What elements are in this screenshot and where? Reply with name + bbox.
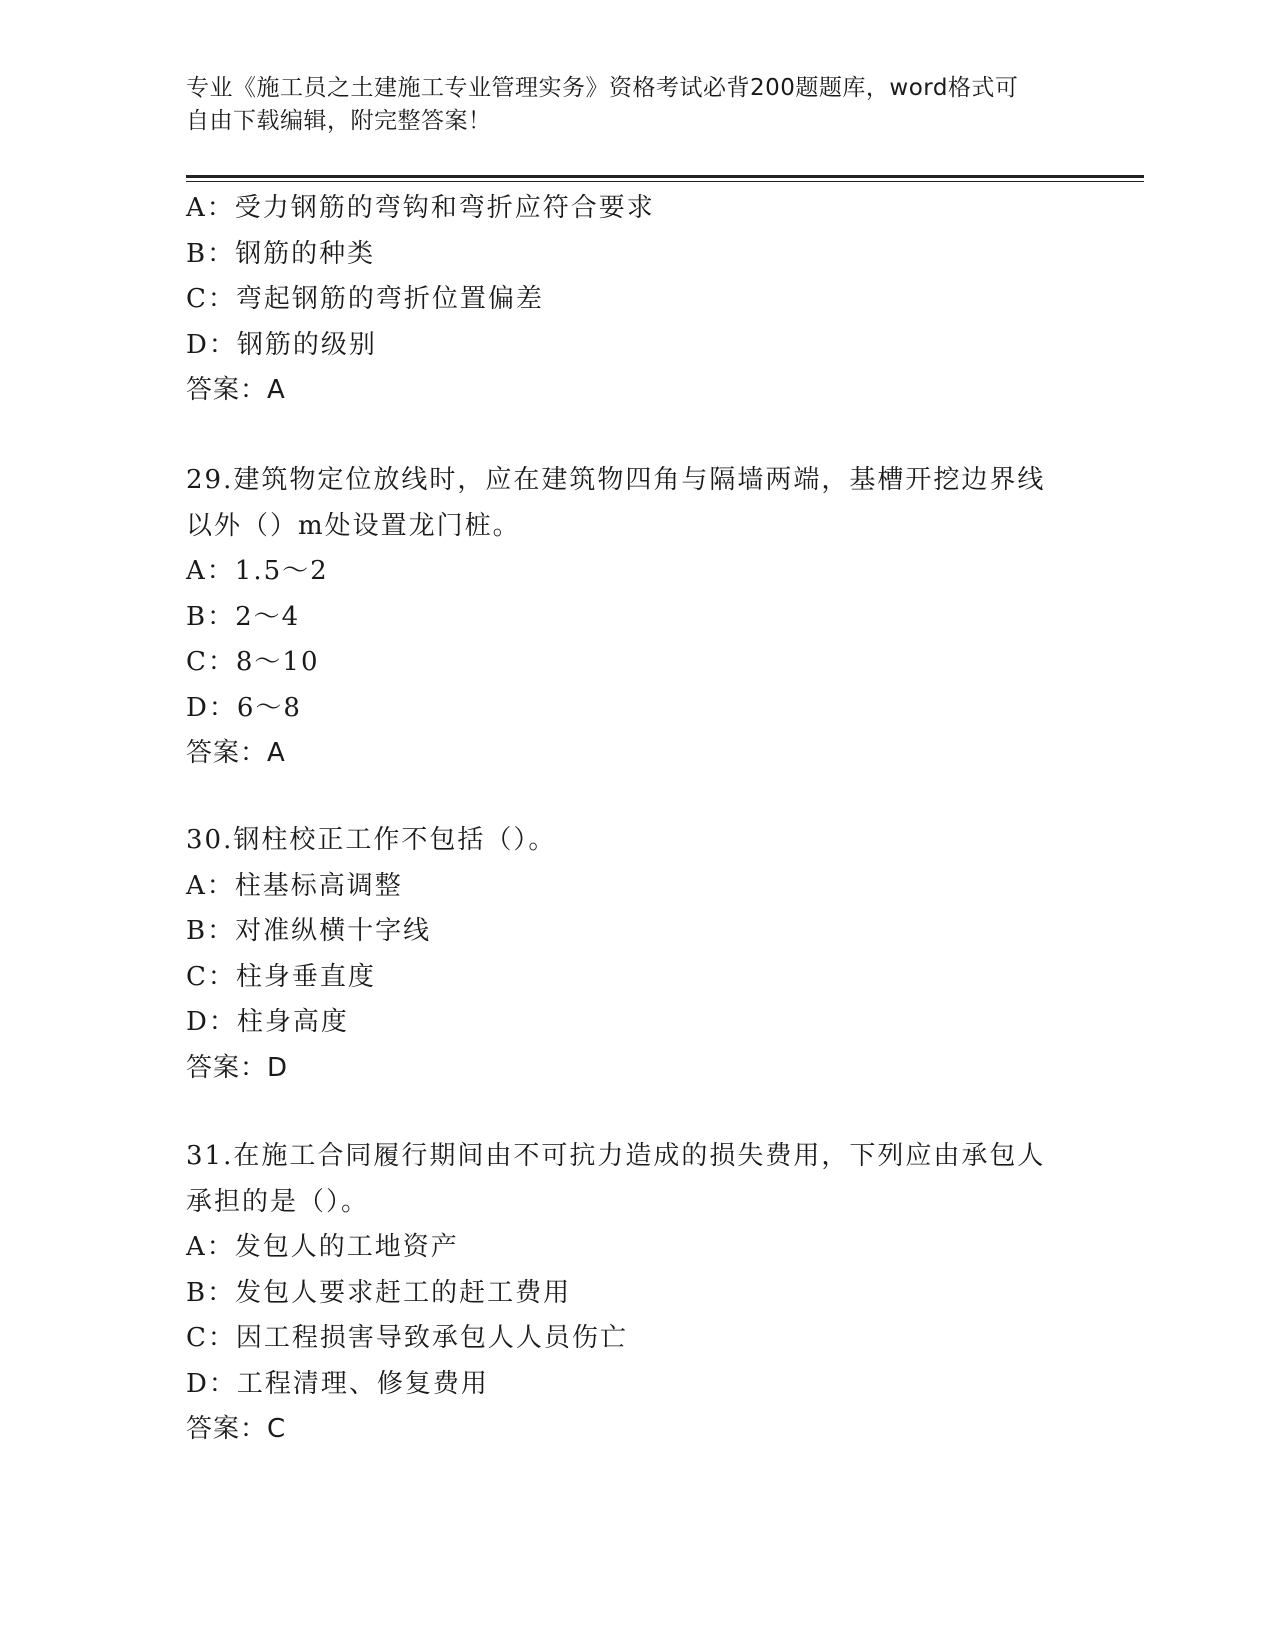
option-d: D：钢筋的级别 <box>186 329 377 360</box>
question-stem-line-2: 承担的是（）。 <box>186 1186 370 1217</box>
option-d: D：6～8 <box>186 692 302 723</box>
answer: 答案：D <box>186 1052 289 1083</box>
question-stem-line-2: 以外（）m处设置龙门桩。 <box>186 510 521 541</box>
header-line-2: 自由下载编辑，附完整答案！ <box>186 108 492 134</box>
option-d: D：工程清理、修复费用 <box>186 1368 489 1399</box>
question-stem-line-1: 30.钢柱校正工作不包括（）。 <box>186 825 557 855</box>
question-stem-line-1: 31.在施工合同履行期间由不可抗力造成的损失费用，下列应由承包人 <box>186 1141 1046 1171</box>
answer: 答案：C <box>186 1414 287 1444</box>
question-31 <box>186 1134 1086 1453</box>
question-30 <box>186 818 1086 1091</box>
question-29 <box>186 458 1086 777</box>
answer: 答案：A <box>186 375 286 405</box>
option-b: B：2～4 <box>186 601 301 632</box>
option-a: A：受力钢筋的弯钩和弯折应符合要求 <box>186 193 655 223</box>
option-a: A：柱基标高调整 <box>186 870 403 901</box>
option-a: A：1.5～2 <box>186 556 329 586</box>
option-a: A：发包人的工地资产 <box>186 1232 459 1262</box>
option-b: B：发包人要求赶工的赶工费用 <box>186 1277 572 1308</box>
document-header <box>186 72 1086 138</box>
option-c: C：8～10 <box>186 647 320 677</box>
question-stem-line-1: 29.建筑物定位放线时，应在建筑物四角与隔墙两端，基槽开挖边界线 <box>186 465 1046 495</box>
option-c: C：因工程损害导致承包人人员伤亡 <box>186 1323 628 1353</box>
answer: 答案：A <box>186 738 286 768</box>
option-c: C：弯起钢筋的弯折位置偏差 <box>186 284 544 314</box>
header-rule-thick <box>186 175 1144 178</box>
header-rule-thin <box>186 181 1144 182</box>
option-d: D：柱身高度 <box>186 1007 349 1037</box>
header-line-1: 专业《施工员之土建施工专业管理实务》资格考试必背200题题库，word格式可 <box>186 75 1019 101</box>
question-28 <box>186 186 1086 414</box>
option-c: C：柱身垂直度 <box>186 961 376 992</box>
option-b: B：钢筋的种类 <box>186 238 376 269</box>
option-b: B：对准纵横十字线 <box>186 916 432 946</box>
